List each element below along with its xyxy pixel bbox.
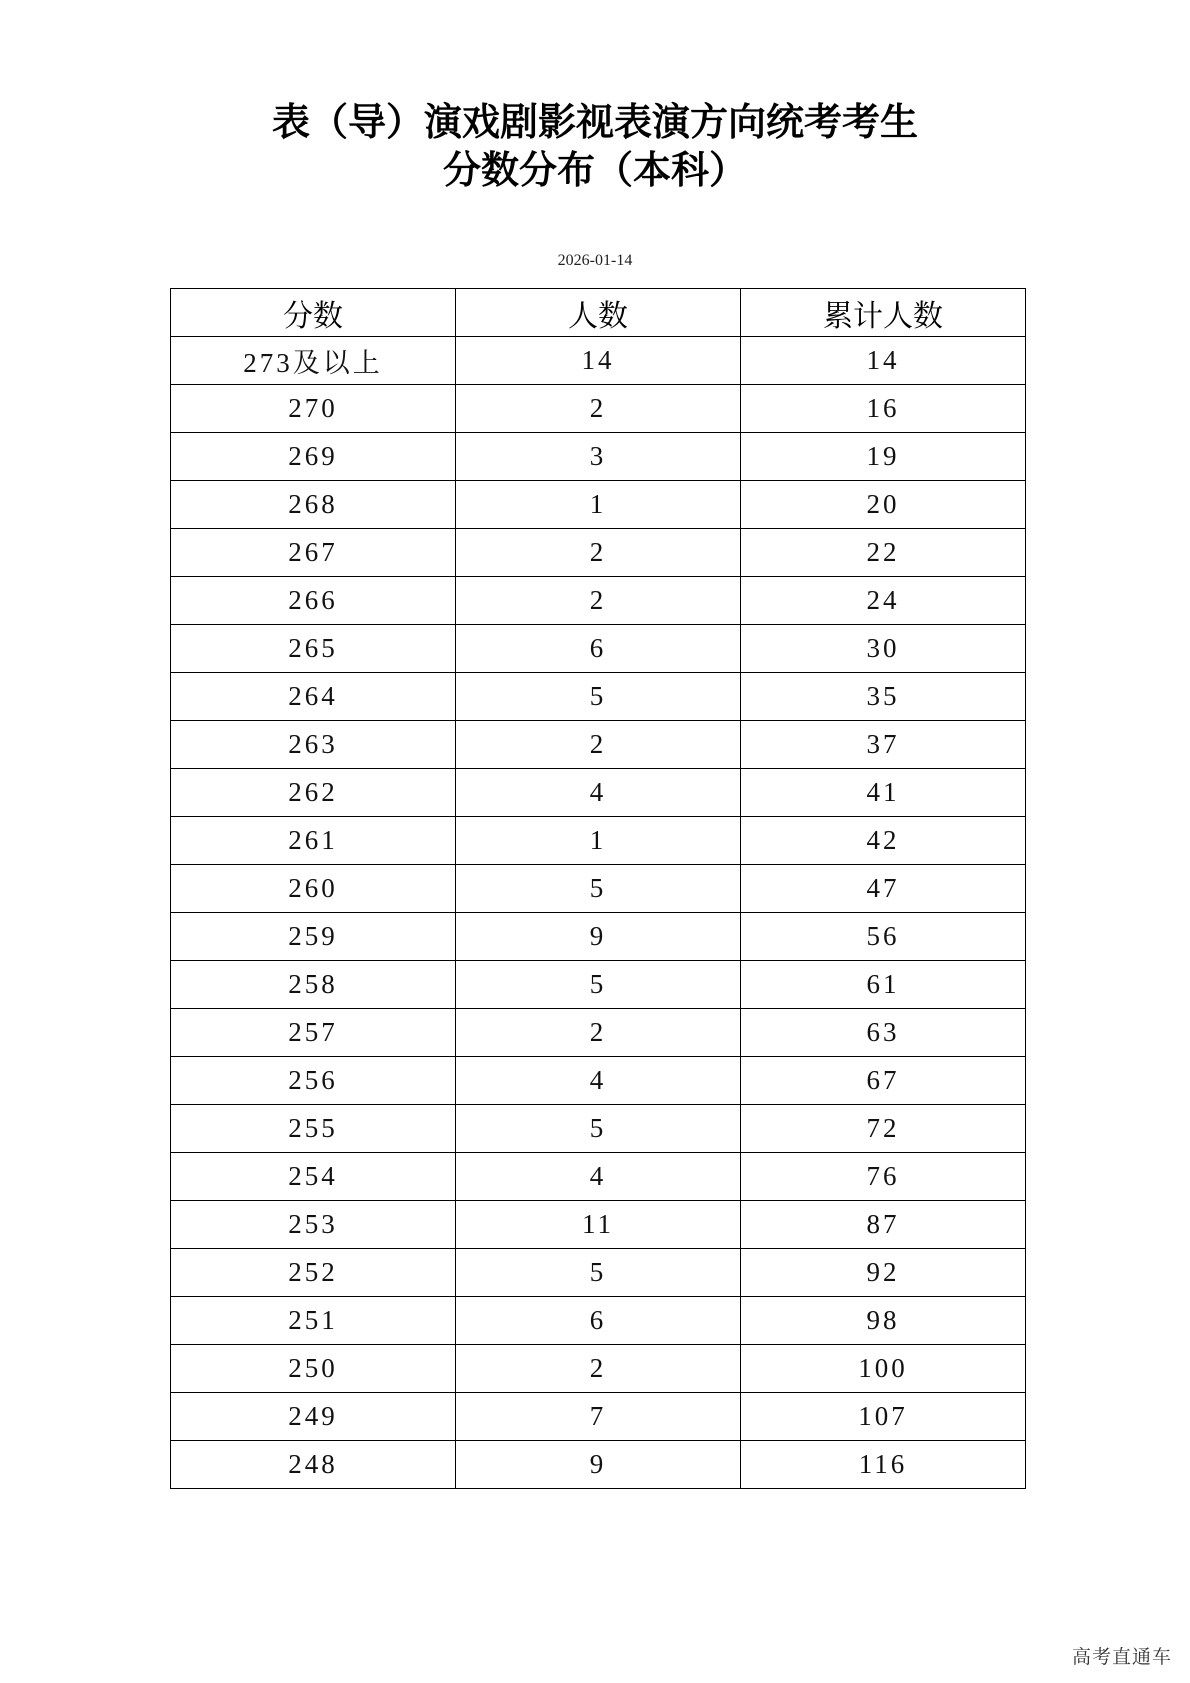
- cell-score: 248: [171, 1441, 456, 1489]
- table-row: [171, 1393, 1026, 1441]
- header-count: 人数: [456, 289, 741, 337]
- cell-count: 1: [456, 481, 741, 529]
- document-title: [0, 98, 1190, 194]
- cell-cumulative: 16: [741, 385, 1026, 433]
- cell-score: 263: [171, 721, 456, 769]
- table-row: [171, 529, 1026, 577]
- cell-cumulative: 116: [741, 1441, 1026, 1489]
- cell-cumulative: 87: [741, 1201, 1026, 1249]
- cell-score: 264: [171, 673, 456, 721]
- table-row: [171, 1057, 1026, 1105]
- publish-date: 2026-01-14: [557, 252, 633, 269]
- cell-score: 250: [171, 1345, 456, 1393]
- cell-score: 249: [171, 1393, 456, 1441]
- cell-count: 2: [456, 721, 741, 769]
- table-row: [171, 1153, 1026, 1201]
- table-row: [171, 817, 1026, 865]
- cell-cumulative: 92: [741, 1249, 1026, 1297]
- table-row: [171, 673, 1026, 721]
- cell-cumulative: 98: [741, 1297, 1026, 1345]
- cell-score: 256: [171, 1057, 456, 1105]
- table-row: [171, 1249, 1026, 1297]
- cell-cumulative: 76: [741, 1153, 1026, 1201]
- cell-score: 269: [171, 433, 456, 481]
- table-row: [171, 337, 1026, 385]
- cell-score: 254: [171, 1153, 456, 1201]
- table-row: [171, 433, 1026, 481]
- cell-score: 253: [171, 1201, 456, 1249]
- table-body: [171, 337, 1026, 1489]
- cell-score: 262: [171, 769, 456, 817]
- cell-count: 1: [456, 817, 741, 865]
- cell-count: 2: [456, 1009, 741, 1057]
- cell-cumulative: 37: [741, 721, 1026, 769]
- cell-count: 4: [456, 1153, 741, 1201]
- cell-cumulative: 61: [741, 961, 1026, 1009]
- cell-cumulative: 14: [741, 337, 1026, 385]
- cell-count: 2: [456, 529, 741, 577]
- cell-cumulative: 47: [741, 865, 1026, 913]
- cell-cumulative: 107: [741, 1393, 1026, 1441]
- cell-score: 258: [171, 961, 456, 1009]
- cell-cumulative: 72: [741, 1105, 1026, 1153]
- cell-cumulative: 100: [741, 1345, 1026, 1393]
- table-row: [171, 721, 1026, 769]
- cell-cumulative: 24: [741, 577, 1026, 625]
- table-row: [171, 1297, 1026, 1345]
- title-line-2: 分数分布（本科）: [442, 147, 747, 192]
- cell-cumulative: 56: [741, 913, 1026, 961]
- score-distribution-table: [170, 288, 1026, 1489]
- table-row: [171, 1441, 1026, 1489]
- cell-score: 270: [171, 385, 456, 433]
- cell-cumulative: 19: [741, 433, 1026, 481]
- cell-count: 14: [456, 337, 741, 385]
- cell-score: 259: [171, 913, 456, 961]
- cell-score: 260: [171, 865, 456, 913]
- table-row: [171, 1009, 1026, 1057]
- cell-score: 265: [171, 625, 456, 673]
- cell-cumulative: 42: [741, 817, 1026, 865]
- cell-count: 2: [456, 577, 741, 625]
- cell-count: 5: [456, 1249, 741, 1297]
- cell-count: 5: [456, 865, 741, 913]
- cell-count: 5: [456, 961, 741, 1009]
- table-row: [171, 481, 1026, 529]
- cell-score: 267: [171, 529, 456, 577]
- cell-cumulative: 35: [741, 673, 1026, 721]
- cell-count: 4: [456, 769, 741, 817]
- cell-score: 261: [171, 817, 456, 865]
- cell-cumulative: 67: [741, 1057, 1026, 1105]
- table-row: [171, 865, 1026, 913]
- cell-score: 257: [171, 1009, 456, 1057]
- cell-cumulative: 20: [741, 481, 1026, 529]
- header-cumulative: 累计人数: [741, 289, 1026, 337]
- header-score: 分数: [171, 289, 456, 337]
- table-row: [171, 577, 1026, 625]
- table-row: [171, 961, 1026, 1009]
- cell-score: 251: [171, 1297, 456, 1345]
- cell-score: 252: [171, 1249, 456, 1297]
- cell-count: 2: [456, 1345, 741, 1393]
- cell-score: 266: [171, 577, 456, 625]
- cell-count: 4: [456, 1057, 741, 1105]
- table-row: [171, 385, 1026, 433]
- table-row: [171, 1345, 1026, 1393]
- cell-score: 273及以上: [171, 337, 456, 385]
- table-row: [171, 769, 1026, 817]
- cell-cumulative: 63: [741, 1009, 1026, 1057]
- cell-count: 3: [456, 433, 741, 481]
- cell-score: 255: [171, 1105, 456, 1153]
- cell-cumulative: 30: [741, 625, 1026, 673]
- table-header-row: [171, 289, 1026, 337]
- cell-count: 6: [456, 625, 741, 673]
- cell-count: 9: [456, 913, 741, 961]
- cell-score: 268: [171, 481, 456, 529]
- table-row: [171, 913, 1026, 961]
- table-row: [171, 625, 1026, 673]
- cell-count: 11: [456, 1201, 741, 1249]
- title-line-1: 表（导）演戏剧影视表演方向统考考生: [271, 99, 918, 144]
- watermark: 高考直通车: [1071, 1646, 1172, 1668]
- table-row: [171, 1105, 1026, 1153]
- cell-count: 5: [456, 673, 741, 721]
- cell-count: 5: [456, 1105, 741, 1153]
- cell-count: 2: [456, 385, 741, 433]
- table-row: [171, 1201, 1026, 1249]
- cell-cumulative: 22: [741, 529, 1026, 577]
- cell-cumulative: 41: [741, 769, 1026, 817]
- cell-count: 6: [456, 1297, 741, 1345]
- cell-count: 7: [456, 1393, 741, 1441]
- cell-count: 9: [456, 1441, 741, 1489]
